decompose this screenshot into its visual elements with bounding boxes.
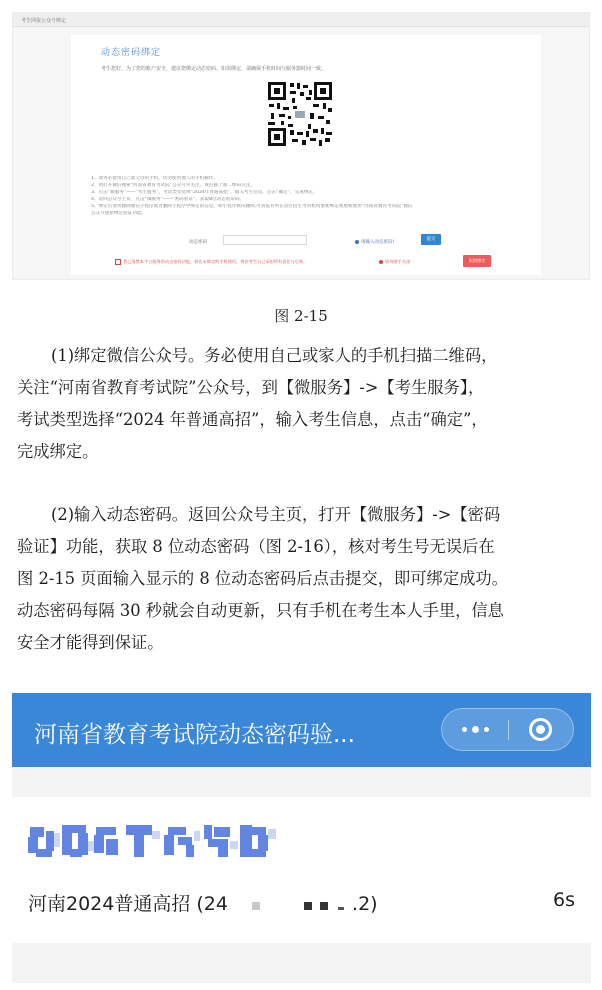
cancel-notice: 请勿随手关闭 (379, 259, 410, 265)
paragraph-enter-password (17, 499, 591, 659)
agreement-checkbox[interactable]: 我已清楚本平台服务的动态密码功能，如在未绑定的手机使用，将由考生自己承担所有责任与后果。 (115, 259, 307, 265)
paragraph-line: 完成绑定。 (17, 442, 99, 461)
paragraph-line: 验证】功能，获取 8 位动态密码（图 2-16），核对考生号无误后在 (17, 537, 495, 556)
countdown-seconds: 6s (553, 889, 575, 911)
step-item: 3、点击“微服务”——“考生服务”，考试类型选择“2024年普通高招”，输入考生信息，点击“确定”，完成绑定。 (91, 189, 318, 195)
password-tip: 请输入动态密码! (355, 239, 394, 245)
exam-info-prefix: 河南2024普通高招 (24 (28, 893, 228, 915)
paragraph-line: (1)绑定微信公众号。务必使用自己或家人的手机扫描二维码， (51, 346, 498, 365)
exam-info-suffix: .2) (352, 893, 378, 915)
card-intro: 考生您好，为了您的账户安全，建议您绑定动态密码。如需绑定，请确保手机时间与服务器时间一致。 (101, 66, 327, 72)
close-target-icon[interactable] (529, 718, 552, 741)
unbind-button[interactable]: 取消绑定 (463, 255, 491, 267)
paragraph-bind-wechat (17, 340, 591, 468)
paragraph-line: 安全才能得到保证。 (17, 633, 164, 652)
figure-caption: 图 2-15 (274, 307, 328, 325)
screenshot-titlebar: 考生网报公众号绑定 (13, 13, 589, 27)
binding-page-screenshot (12, 12, 590, 280)
capsule-menu (441, 708, 574, 751)
qr-code-icon (266, 80, 334, 148)
miniprogram-title: 河南省教育考试院动态密码验... (34, 722, 355, 748)
paragraph-line: (2)输入动态密码。返回公众号主页，打开【微服务】->【密码 (51, 505, 501, 524)
instruction-steps (91, 176, 521, 217)
miniprogram-spacer (12, 767, 591, 797)
miniprogram-header (12, 693, 591, 767)
step-item: 2、请打开微信搜索“河南省教育考试院”公众号并关注，或扫描上面二维码关注。 (91, 182, 255, 188)
paragraph-line: 图 2-15 页面输入显示的 8 位动态密码后点击提交，即可绑定成功。 (17, 569, 508, 588)
exam-info-row (28, 889, 378, 916)
step-item: 公众号重新绑定验证功能。 (91, 210, 147, 216)
step-item: 1、请务必使用自己或父母的手机，切勿使用他人的手机操作。 (91, 176, 218, 181)
paragraph-line: 动态密码每隔 30 秒就会自动更新，只有手机在考生本人手里，信息 (17, 601, 504, 620)
pixelated-code-image (28, 819, 278, 863)
submit-button[interactable]: 提交 (421, 234, 441, 245)
dynamic-password-input[interactable] (223, 235, 307, 245)
binding-card (71, 35, 541, 275)
capsule-divider (508, 720, 509, 740)
miniprogram-footer (12, 943, 591, 983)
redacted-number-icon (234, 895, 352, 915)
card-title: 动态密码绑定 (101, 48, 162, 58)
paragraph-line: 关注“河南省教育考试院”公众号，到【微服务】->【考生服务】， (17, 378, 485, 397)
paragraph-line: 考试类型选择“2024 年普通高招”，输入考生信息，点击“确定”， (17, 410, 488, 429)
dynamic-code-panel (12, 797, 591, 943)
more-dots-icon[interactable] (442, 709, 508, 750)
step-item: 4、返回公众号主页，点击“微服务”——“密码验证”，获取8位动态验证码。 (91, 196, 245, 202)
step-item: 5、绑定后请勿删除微信小程序或者删除小程序中绑定的信息，如小程序被误删除,可到报名所在县区招生考试机构重新绑定或重新使用“河南省教育考试院”微信 (91, 203, 413, 209)
dynamic-password-label: 动态密码 (189, 240, 207, 245)
